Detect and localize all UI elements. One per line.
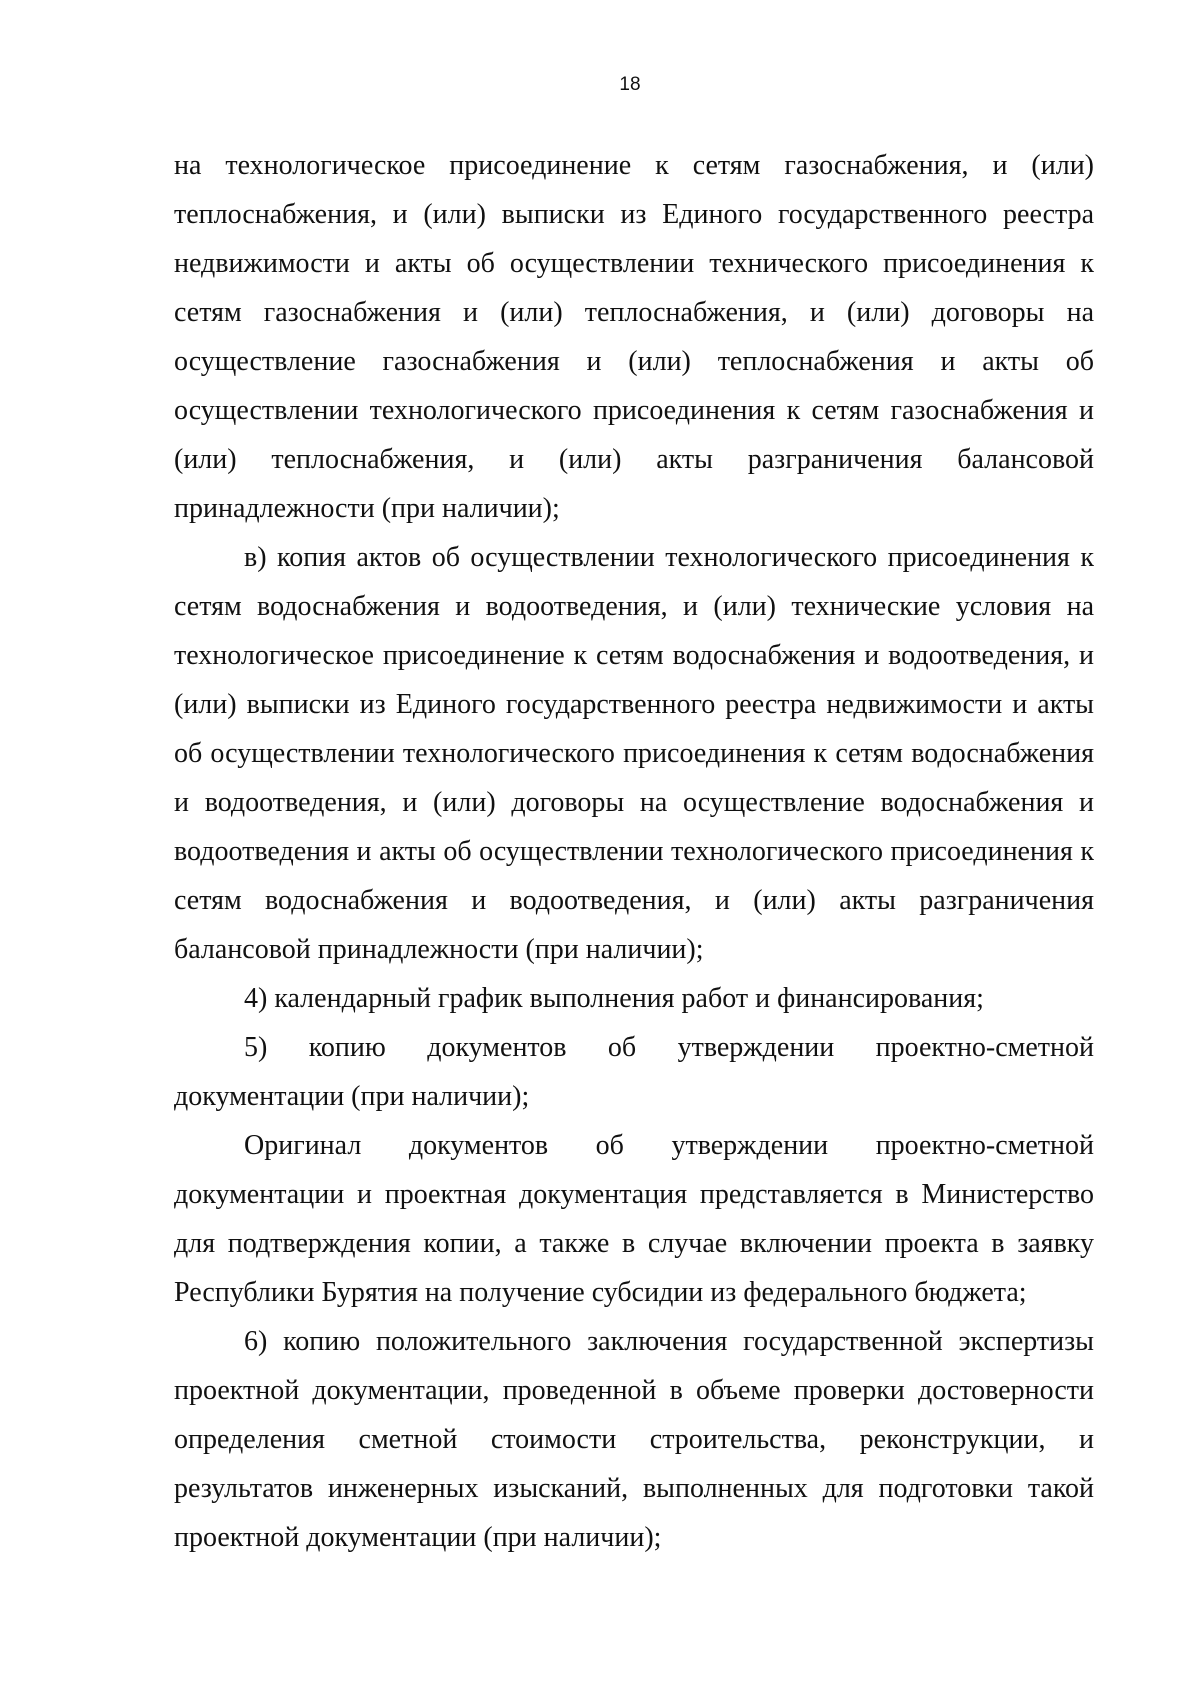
paragraph-continuation: на технологическое присоединение к сетям газоснабжения, и (или) теплоснабжения, и (или) выписки из Единого государственного реестра недвижимости и акты об осуществлении технического присоединения к сетям газоснабжения и (или) теплоснабжения, и (или) договоры на осуществление газоснабжения и (или) теплоснабжения и акты об осуществлении технологического присоединения к сетям газоснабжения и (или) теплоснабжения, и (или) акты разграничения балансовой принадлежности (при наличии); bbox=[174, 150, 1094, 524]
document-body bbox=[174, 141, 1094, 1562]
page-number: 18 bbox=[619, 74, 641, 95]
paragraph-item-4: 4) календарный график выполнения работ и финансирования; bbox=[244, 983, 984, 1014]
paragraph-item-5: 5) копию документов об утверждении проектно-сметной документации (при наличии); bbox=[174, 1032, 1094, 1112]
paragraph-original-documents: Оригинал документов об утверждении проектно-сметной документации и проектная документация представляется в Министерство для подтверждения копии, а также в случае включении проекта в заявку Республики Бурятия на получение субсидии из федерального бюджета; bbox=[174, 1130, 1094, 1308]
paragraph-item-6: 6) копию положительного заключения государственной экспертизы проектной документации, проведенной в объеме проверки достоверности определения сметной стоимости строительства, реконструкции, и результатов инженерных изысканий, выполненных для подготовки такой проектной документации (при наличии); bbox=[174, 1326, 1094, 1553]
paragraph-item-v: в) копия актов об осуществлении технологического присоединения к сетям водоснабжения и водоотведения, и (или) технические условия на технологическое присоединение к сетям водоснабжения и водоотведения, и (или) выписки из Единого государственного реестра недвижимости и акты об осуществлении технологического присоединения к сетям водоснабжения и водоотведения, и (или) договоры на осуществление водоснабжения и водоотведения и акты об осуществлении технологического присоединения к сетям водоснабжения и водоотведения, и (или) акты разграничения балансовой принадлежности (при наличии); bbox=[174, 542, 1094, 965]
